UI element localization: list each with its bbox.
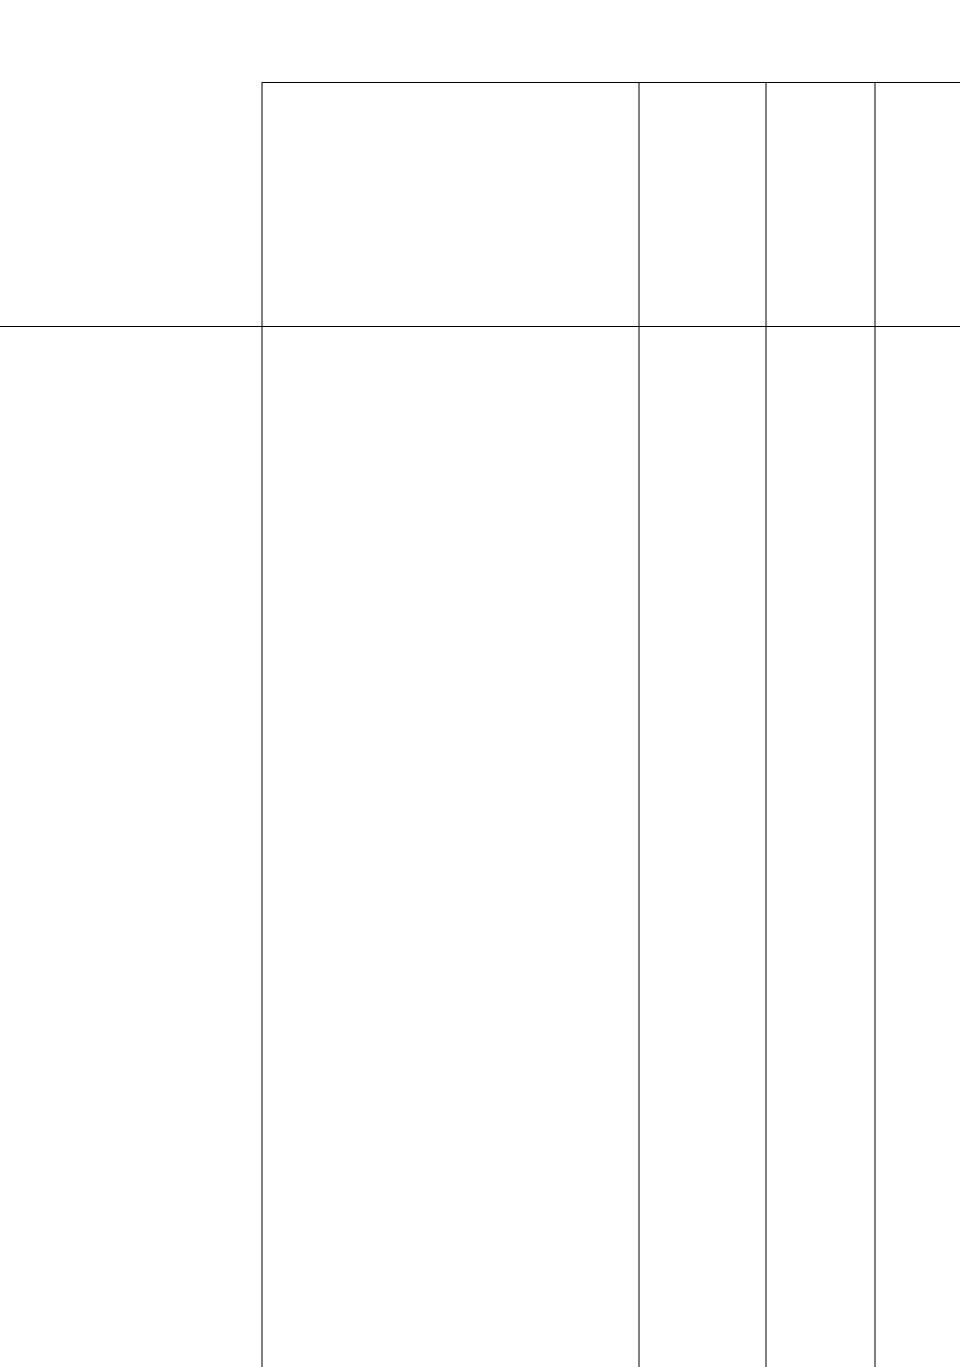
column-units xyxy=(0,350,960,366)
column-codes xyxy=(0,332,960,348)
